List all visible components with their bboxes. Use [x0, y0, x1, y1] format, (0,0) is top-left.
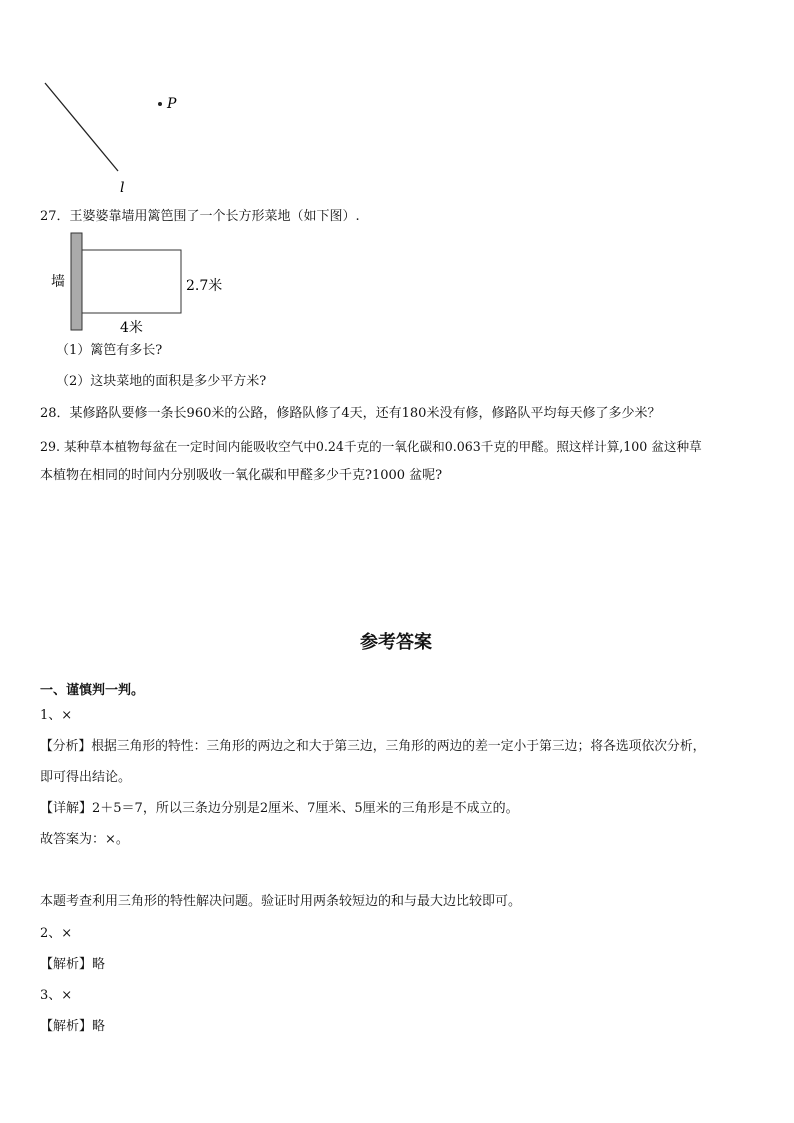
question-27: 27．王婆婆靠墙用篱笆围了一个长方形菜地（如下图）. [40, 209, 360, 224]
answer-3-analysis: 【解析】略 [40, 1019, 106, 1034]
line-l [45, 83, 118, 171]
wall-label: 墙 [51, 274, 65, 290]
line-and-point-figure [30, 70, 200, 200]
question-27-sub2: （2）这块菜地的面积是多少平方米? [56, 374, 267, 389]
width-label: 4米 [120, 320, 143, 336]
height-label: 2.7米 [186, 278, 223, 294]
answer-1-detail: 【详解】2＋5＝7，所以三条边分别是2厘米、7厘米、5厘米的三角形是不成立的。 [40, 801, 519, 816]
answers-title: 参考答案 [360, 632, 432, 653]
answer-3: 3、× [40, 988, 73, 1003]
answer-1-analysis-line2: 即可得出结论。 [40, 770, 132, 785]
section-1-heading: 一、谨慎判一判。 [40, 683, 145, 698]
answer-1: 1、× [40, 708, 73, 723]
point-p-label: P [167, 96, 177, 112]
point-p [158, 102, 162, 106]
wall [71, 233, 82, 330]
answer-2: 2、× [40, 926, 73, 941]
question-28: 28．某修路队要修一条长960米的公路，修路队修了4天，还有180米没有修，修路队平均每天修了多少米？ [40, 406, 661, 421]
question-29-line2: 本植物在相同的时间内分别吸收一氧化碳和甲醛多少千克?1000 盆呢? [40, 468, 443, 483]
question-29-line1: 29. 某种草本植物每盆在一定时间内能吸收空气中0.24千克的一氧化碳和0.063千克的甲醛。照这样计算,100 盆这种草 [40, 439, 702, 454]
line-l-label: l [120, 180, 125, 196]
fence-rectangle [82, 250, 181, 313]
vegetable-plot-figure [45, 228, 245, 338]
answer-2-analysis: 【解析】略 [40, 957, 106, 972]
answer-1-result: 故答案为：×。 [40, 832, 129, 847]
answer-1-note: 本题考查利用三角形的特性解决问题。验证时用两条较短边的和与最大边比较即可。 [40, 894, 522, 909]
answer-1-analysis-line1: 【分析】根据三角形的特性：三角形的两边之和大于第三边，三角形的两边的差一定小于第三边；将各选项依次分析， [40, 739, 706, 754]
question-27-sub1: （1）篱笆有多长? [56, 343, 163, 358]
